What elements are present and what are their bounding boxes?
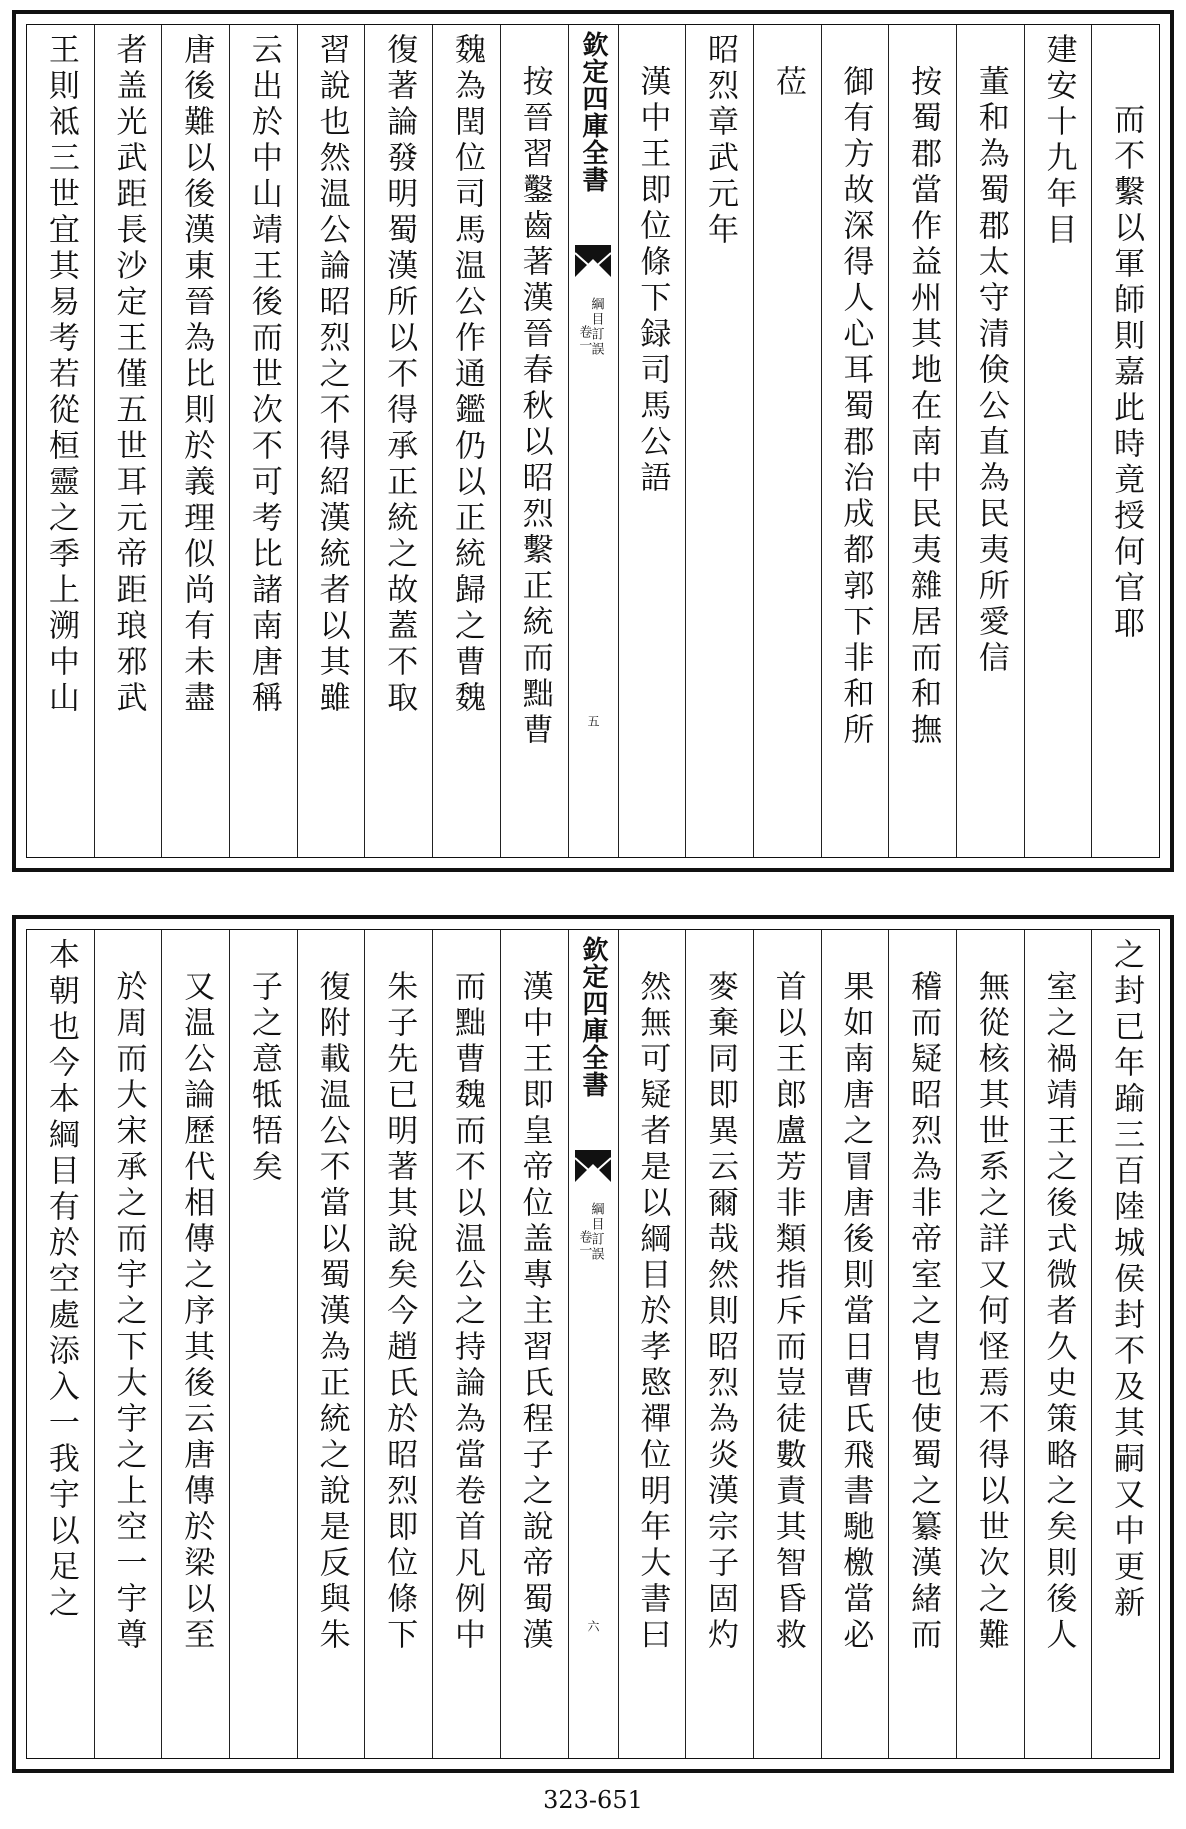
column-text: 朱子先已明著其說矣今趙氏於昭烈即位條下: [381, 970, 418, 1654]
column-text: 子之意牴牾矣: [245, 970, 282, 1186]
column-text: 無從核其世系之詳又何怪焉不得以世次之難: [972, 970, 1009, 1654]
text-column: [753, 930, 821, 1758]
column-text: 魏為閏位司馬温公作通鑑仍以正統歸之曹魏: [448, 33, 485, 717]
bottom-page-frame: [26, 929, 1160, 1759]
column-text: 稽而疑昭烈為非帝室之胄也使蜀之纂漢緒而: [905, 970, 942, 1654]
column-text: 莅: [769, 65, 806, 101]
column-text: 麥棄同即異云爾哉然則昭烈為炎漢宗子固灼: [702, 970, 739, 1654]
book-title: 欽定四庫全書: [578, 936, 608, 1098]
text-column: [161, 25, 229, 857]
section-title: 綱目訂誤: [588, 297, 604, 357]
text-column: [1091, 930, 1159, 1758]
column-text: 又温公論歷代相傳之序其後云唐傳於梁以至: [178, 970, 215, 1654]
column-text: 然無可疑者是以綱目於孝愍禪位明年大書曰: [634, 970, 671, 1654]
text-column: [161, 930, 229, 1758]
column-text: 按晉習鑿齒著漢晉春秋以昭烈繫正統而黜曹: [516, 65, 553, 749]
text-column: [956, 930, 1024, 1758]
column-text: 者盖光武距長沙定王僅五世耳元帝距琅邪武: [110, 33, 147, 717]
column-text: 唐後難以後漢東晉為比則於義理似尚有未盡: [178, 33, 215, 717]
fish-tail-icon: [573, 1148, 613, 1184]
text-column: [94, 25, 162, 857]
text-column: [1091, 25, 1159, 857]
text-column: [432, 930, 500, 1758]
top-page: [12, 10, 1174, 872]
text-column: [1024, 25, 1092, 857]
page-center-margin: [568, 930, 618, 1758]
column-text: 復著論發明蜀漢所以不得承正統之故蓋不取: [381, 33, 418, 717]
text-column: [364, 930, 432, 1758]
text-column: [685, 25, 753, 857]
bottom-page: [12, 915, 1174, 1773]
text-column: [229, 930, 297, 1758]
page-number: 六: [586, 1620, 600, 1632]
text-column: [500, 25, 568, 857]
text-column: [685, 930, 753, 1758]
fish-tail-icon: [573, 243, 613, 279]
column-text: 果如南唐之冒唐後則當日曹氏飛書馳檄當必: [837, 970, 874, 1654]
text-column: [94, 930, 162, 1758]
text-column: [618, 25, 686, 857]
section-title: 綱目訂誤: [588, 1202, 604, 1262]
text-column: [297, 25, 365, 857]
column-text: 本朝也今本綱目有於空處添入一我宇以足之: [42, 938, 79, 1622]
text-column: [27, 25, 94, 857]
column-text: 而不繫以軍師則嘉此時竟授何官耶: [1108, 103, 1145, 643]
volume-label: 卷一: [576, 1230, 592, 1256]
column-text: 漢中王即皇帝位盖專主習氏程子之說帝蜀漢: [516, 970, 553, 1654]
text-column: [229, 25, 297, 857]
column-text: 之封已年踰三百陸城侯封不及其嗣又中更新: [1108, 938, 1145, 1622]
column-text: 建安十九年目: [1040, 33, 1077, 249]
text-column: [1024, 930, 1092, 1758]
text-column: [618, 930, 686, 1758]
column-text: 董和為蜀郡太守清倹公直為民夷所愛信: [972, 65, 1009, 677]
page-number: 五: [586, 715, 600, 727]
text-column: [500, 930, 568, 1758]
text-column: [888, 25, 956, 857]
top-page-frame: [26, 24, 1160, 858]
bottom-columns: [27, 930, 1159, 1758]
text-column: [27, 930, 94, 1758]
text-column: [821, 930, 889, 1758]
text-column: [432, 25, 500, 857]
column-text: 而黜曹魏而不以温公之持論為當卷首凡例中: [448, 970, 485, 1654]
column-text: 按蜀郡當作益州其地在南中民夷雜居而和撫: [905, 65, 942, 749]
text-column: [888, 930, 956, 1758]
text-column: [753, 25, 821, 857]
page-center-margin: [568, 25, 618, 857]
volume-label: 卷一: [576, 325, 592, 351]
book-title: 欽定四庫全書: [578, 31, 608, 193]
column-text: 漢中王即位條下録司馬公語: [634, 65, 671, 497]
column-text: 御有方故深得人心耳蜀郡治成都郭下非和所: [837, 65, 874, 749]
column-text: 昭烈章武元年: [702, 33, 739, 249]
catalog-number: 323-651: [543, 1786, 643, 1814]
text-column: [297, 930, 365, 1758]
top-columns: [27, 25, 1159, 857]
text-column: [821, 25, 889, 857]
column-text: 首以王郎盧芳非類指斥而豈徒數責其智昏救: [769, 970, 806, 1654]
column-text: 於周而大宋承之而宇之下大宇之上空一宇尊: [110, 970, 147, 1654]
column-text: 習說也然温公論昭烈之不得紹漢統者以其雖: [313, 33, 350, 717]
column-text: 王則祗三世宜其易考若從桓靈之季上溯中山: [42, 33, 79, 717]
text-column: [956, 25, 1024, 857]
column-text: 云出於中山靖王後而世次不可考比諸南唐稱: [245, 33, 282, 717]
column-text: 復附載温公不當以蜀漢為正統之說是反與朱: [313, 970, 350, 1654]
column-text: 室之禍靖王之後式微者久史策略之矣則後人: [1040, 970, 1077, 1654]
text-column: [364, 25, 432, 857]
